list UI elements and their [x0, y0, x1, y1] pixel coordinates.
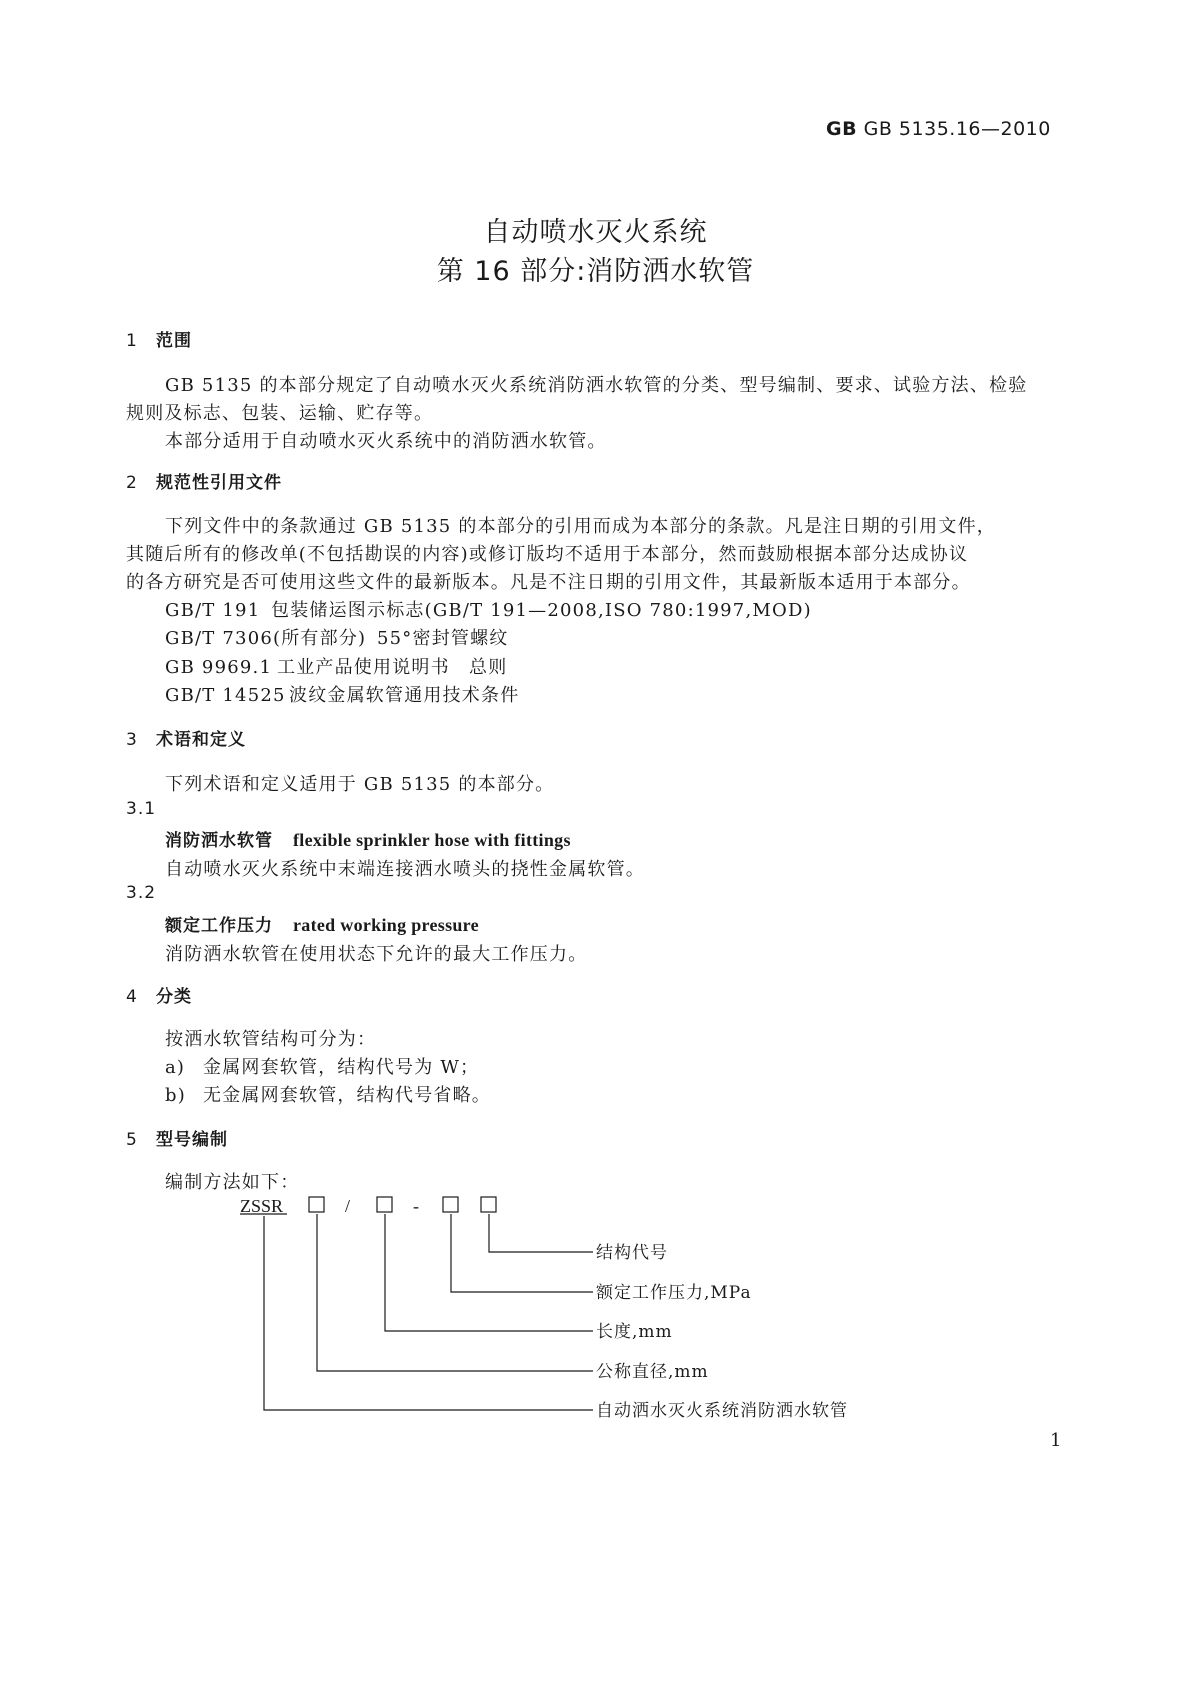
diagram-label-structure: 结构代号 — [596, 1243, 668, 1263]
placeholder-box-pressure — [443, 1197, 458, 1212]
standard-number-text: GB 5135.16—2010 — [863, 118, 1051, 140]
list-item-label: a) — [165, 1057, 186, 1078]
list-item-text: 无金属网套软管，结构代号省略。 — [203, 1085, 491, 1106]
section-3-intro: 下列术语和定义适用于 GB 5135 的本部分。 — [165, 774, 555, 795]
section-2-paragraph-line2: 其随后所有的修改单(不包括勘误的内容)或修订版均不适用于本部分，然而鼓励根据本部分达成协议 — [126, 544, 969, 565]
leader-line-product — [264, 1216, 593, 1410]
term-name-en: flexible sprinkler hose with fittings — [293, 830, 571, 850]
reference-title: 工业产品使用说明书 总则 — [277, 657, 508, 678]
term-name-zh: 消防洒水软管 — [165, 831, 273, 851]
leader-line-structure — [489, 1214, 593, 1252]
list-item-label: b) — [165, 1085, 186, 1106]
diagram-dash: - — [413, 1196, 419, 1216]
diagram-label-pressure: 额定工作压力,MPa — [596, 1283, 752, 1303]
section-number: 2 — [126, 473, 138, 493]
reference-code: GB 9969.1 — [165, 657, 273, 678]
reference-code: GB/T 191 — [165, 600, 261, 621]
page-number: 1 — [1050, 1430, 1062, 1451]
diagram-label-product: 自动洒水灭火系统消防洒水软管 — [596, 1401, 848, 1421]
reference-title: 波纹金属软管通用技术条件 — [289, 685, 520, 706]
section-title: 型号编制 — [156, 1130, 228, 1150]
section-2-paragraph-line1: 下列文件中的条款通过 GB 5135 的本部分的引用而成为本部分的条款。凡是注日期的引用文件， — [165, 516, 996, 537]
term-number: 3.1 — [126, 799, 157, 819]
section-title: 规范性引用文件 — [156, 473, 282, 493]
diagram-label-diameter: 公称直径,mm — [596, 1362, 709, 1382]
reference-title: 55°密封管螺纹 — [377, 628, 509, 649]
section-1-paragraph-line1: GB 5135 的本部分规定了自动喷水灭火系统消防洒水软管的分类、型号编制、要求、试验方法、检验 — [165, 375, 1028, 396]
diagram-label-length: 长度,mm — [596, 1322, 673, 1342]
section-number: 1 — [126, 331, 138, 351]
section-2-paragraph-line3: 的各方研究是否可使用这些文件的最新版本。凡是不注日期的引用文件，其最新版本适用于本部分。 — [126, 572, 971, 593]
section-title: 分类 — [156, 987, 192, 1007]
placeholder-box-length — [377, 1197, 392, 1212]
term-definition: 自动喷水灭火系统中末端连接洒水喷头的挠性金属软管。 — [165, 859, 645, 880]
section-1-paragraph2: 本部分适用于自动喷水灭火系统中的消防洒水软管。 — [165, 431, 607, 452]
reference-code: GB/T 14525 — [165, 685, 286, 706]
list-item-text: 金属网套软管，结构代号为 W； — [203, 1057, 480, 1078]
section-1-paragraph-line2: 规则及标志、包装、运输、贮存等。 — [126, 403, 434, 424]
term-name-en: rated working pressure — [293, 915, 479, 935]
standard-number: GB GB 5135.16—2010 — [826, 118, 1051, 140]
diagram-prefix: ZSSR — [240, 1196, 284, 1216]
term-number: 3.2 — [126, 883, 157, 903]
section-4-intro: 按洒水软管结构可分为： — [165, 1029, 377, 1050]
section-number: 3 — [126, 730, 138, 750]
placeholder-box-structure — [481, 1197, 496, 1212]
document-title-line1: 自动喷水灭火系统 — [483, 217, 708, 248]
reference-code: GB/T 7306(所有部分) — [165, 628, 367, 649]
section-number: 4 — [126, 987, 138, 1007]
section-title: 范围 — [156, 331, 192, 351]
term-name-zh: 额定工作压力 — [165, 916, 273, 936]
section-number: 5 — [126, 1130, 138, 1150]
term-definition: 消防洒水软管在使用状态下允许的最大工作压力。 — [165, 944, 588, 965]
document-title-line2: 第 16 部分:消防洒水软管 — [436, 256, 755, 287]
diagram-slash: / — [345, 1196, 351, 1216]
section-title: 术语和定义 — [156, 730, 246, 750]
section-5-intro: 编制方法如下： — [165, 1172, 300, 1193]
placeholder-box-diameter — [309, 1197, 324, 1212]
reference-title: 包装储运图示标志(GB/T 191—2008,ISO 780:1997,MOD) — [271, 600, 812, 621]
leader-line-pressure — [451, 1214, 593, 1292]
